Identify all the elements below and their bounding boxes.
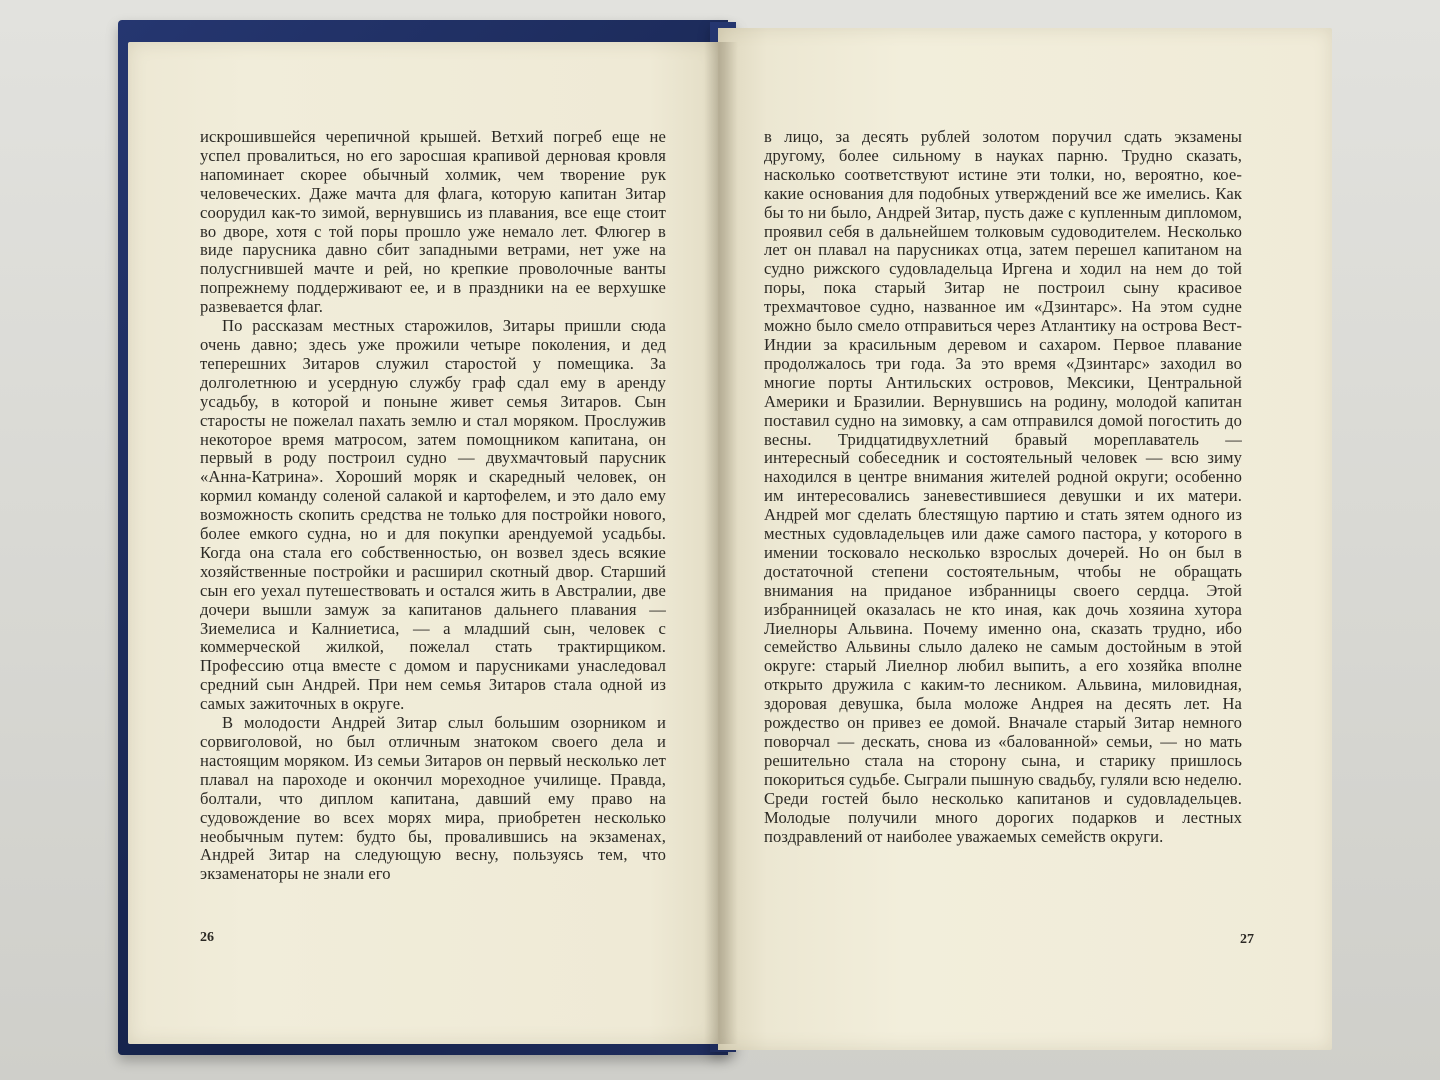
right-paragraph-1: в лицо, за десять рублей золотом поручил сдать экзамены другому, более сильному в науках парню. Трудно сказать, насколько соответствуют истине эти толки, но, вероятно, кое-какие основания для подобных утверждений все же имелись. Как бы то ни было, Андрей Зитар, пусть даже с купленным дипломом, проявил себя в дальнейшем толковым судоводителем. Несколько лет он плавал на парусниках отца, затем перешел капитаном на судно рижского судовладельца Иргена и ходил на нем до той поры, пока старый Зитар не построил сыну красивое трехмачтовое судно, названное им «Дзинтарс». На этом судне можно было смело отправиться через Атлантику на острова Вест-Индии за красильным деревом и сахаром. Первое плавание продолжалось три года. За это время «Дзинтарс» заходил во многие порты Антильских островов, Мексики, Центральной Америки и Бразилии. Вернувшись на родину, молодой капитан поставил судно на зимовку, а сам отправился домой погостить до весны. Тридцатидвухлетний бравый мореплаватель — интересный собеседник и состоятельный человек — всю зиму находился в центре внимания жителей родной округи; особенно им интересовались заневестившиеся девушки и их матери. Андрей мог сделать блестящую партию и стать зятем одного из местных судовладельцев или даже самого пастора, у которого в имении тосковало несколько взрослых дочерей. Но он был в достаточной степени состоятельным, чтобы не обращать внимания на приданое избранницы своего сердца. Этой избранницей оказалась не кто иная, как дочь хозяина хутора Лиелноры Альвина. Почему именно она, сказать трудно, ибо семейство Альвины слыло далеко не самым достойным в этой округе: старый Лиелнор любил выпить, а его хозяйка вполне открыто дружила с каким-то лесником. Альвина, миловидная, здоровая девушка, была моложе Андрея на десять лет. На рождество он привез ее домой. Вначале старый Зитар немного поворчал — дескать, снова из «балованной» семьи, — но мать решительно стала на сторону сына, и старику пришлось покориться судьбе. Сыграли пышную свадьбу, гуляли всю неделю. Среди гостей было несколько капитанов и судовладельцев. Молодые получили много дорогих подарков и лестных поздравлений от наиболее уважаемых семейств округи.	[764, 127, 1242, 846]
left-paragraph-3: В молодости Андрей Зитар слыл большим озорником и сорвиголовой, но был отличным знатоком своего дела и настоящим моряком. Из семьи Зитаров он первый несколько лет плавал на пароходе и окончил мореходное училище. Правда, болтали, что диплом капитана, давший ему право на судовождение во всех морях мира, приобретен несколько необычным путем: будто бы, провалившись на экзаменах, Андрей Зитар на следующую весну, пользуясь тем, что экзаменаторы не знали его	[200, 713, 666, 884]
right-page-text	[764, 128, 1242, 846]
left-paragraph-2: По рассказам местных старожилов, Зитары пришли сюда очень давно; здесь уже прожили четыре поколения, и дед теперешних Зитаров служил старостой у помещика. За долголетнюю и усердную службу граф сдал ему в аренду усадьбу, в которой и поныне живет семья Зитаров. Сын старосты не пожелал пахать землю и стал моряком. Прослужив некоторое время матросом, затем помощником капитана, он первый в роду построил судно — двухмачтовый парусник «Анна-Катрина». Хороший моряк и скаредный человек, он кормил команду соленой салакой и картофелем, и это дало ему возможность скопить средства не только для постройки нового, более емкого судна, но и для покупки арендуемой усадьбы. Когда она стала его собственностью, он возвел здесь всякие хозяйственные постройки и расширил скотный двор. Старший сын его уехал путешествовать и остался жить в Австралии, две дочери вышли замуж за капитанов дальнего плавания — Зиемелиса и Калниетиса, — а младший сын, человек с коммерческой жилкой, пожелал стать трактирщиком. Профессию отца вместе с домом и парусниками унаследовал средний сын Андрей. При нем семья Зитаров стала одной из самых зажиточных в округе.	[200, 316, 666, 714]
left-paragraph-1: искрошившейся черепичной крышей. Ветхий погреб еще не успел провалиться, но его заросшая крапивой дерновая кровля напоминает скорее обычный холмик, чем творение рук человеческих. Даже мачта для флага, которую капитан Зитар соорудил как-то зимой, вернувшись из плавания, все еще стоит во дворе, хотя с той поры прошло уже немало лет. Флюгер в виде парусника давно сбит западными ветрами, нет уже на полусгнившей мачте и рей, но крепкие проволочные ванты попрежнему поддерживают ее, и в праздники на ее верхушке развевается флаг.	[200, 127, 666, 317]
page-number-left: 26	[200, 930, 214, 945]
page-number-right: 27	[1240, 932, 1254, 947]
left-page-text	[200, 128, 666, 884]
